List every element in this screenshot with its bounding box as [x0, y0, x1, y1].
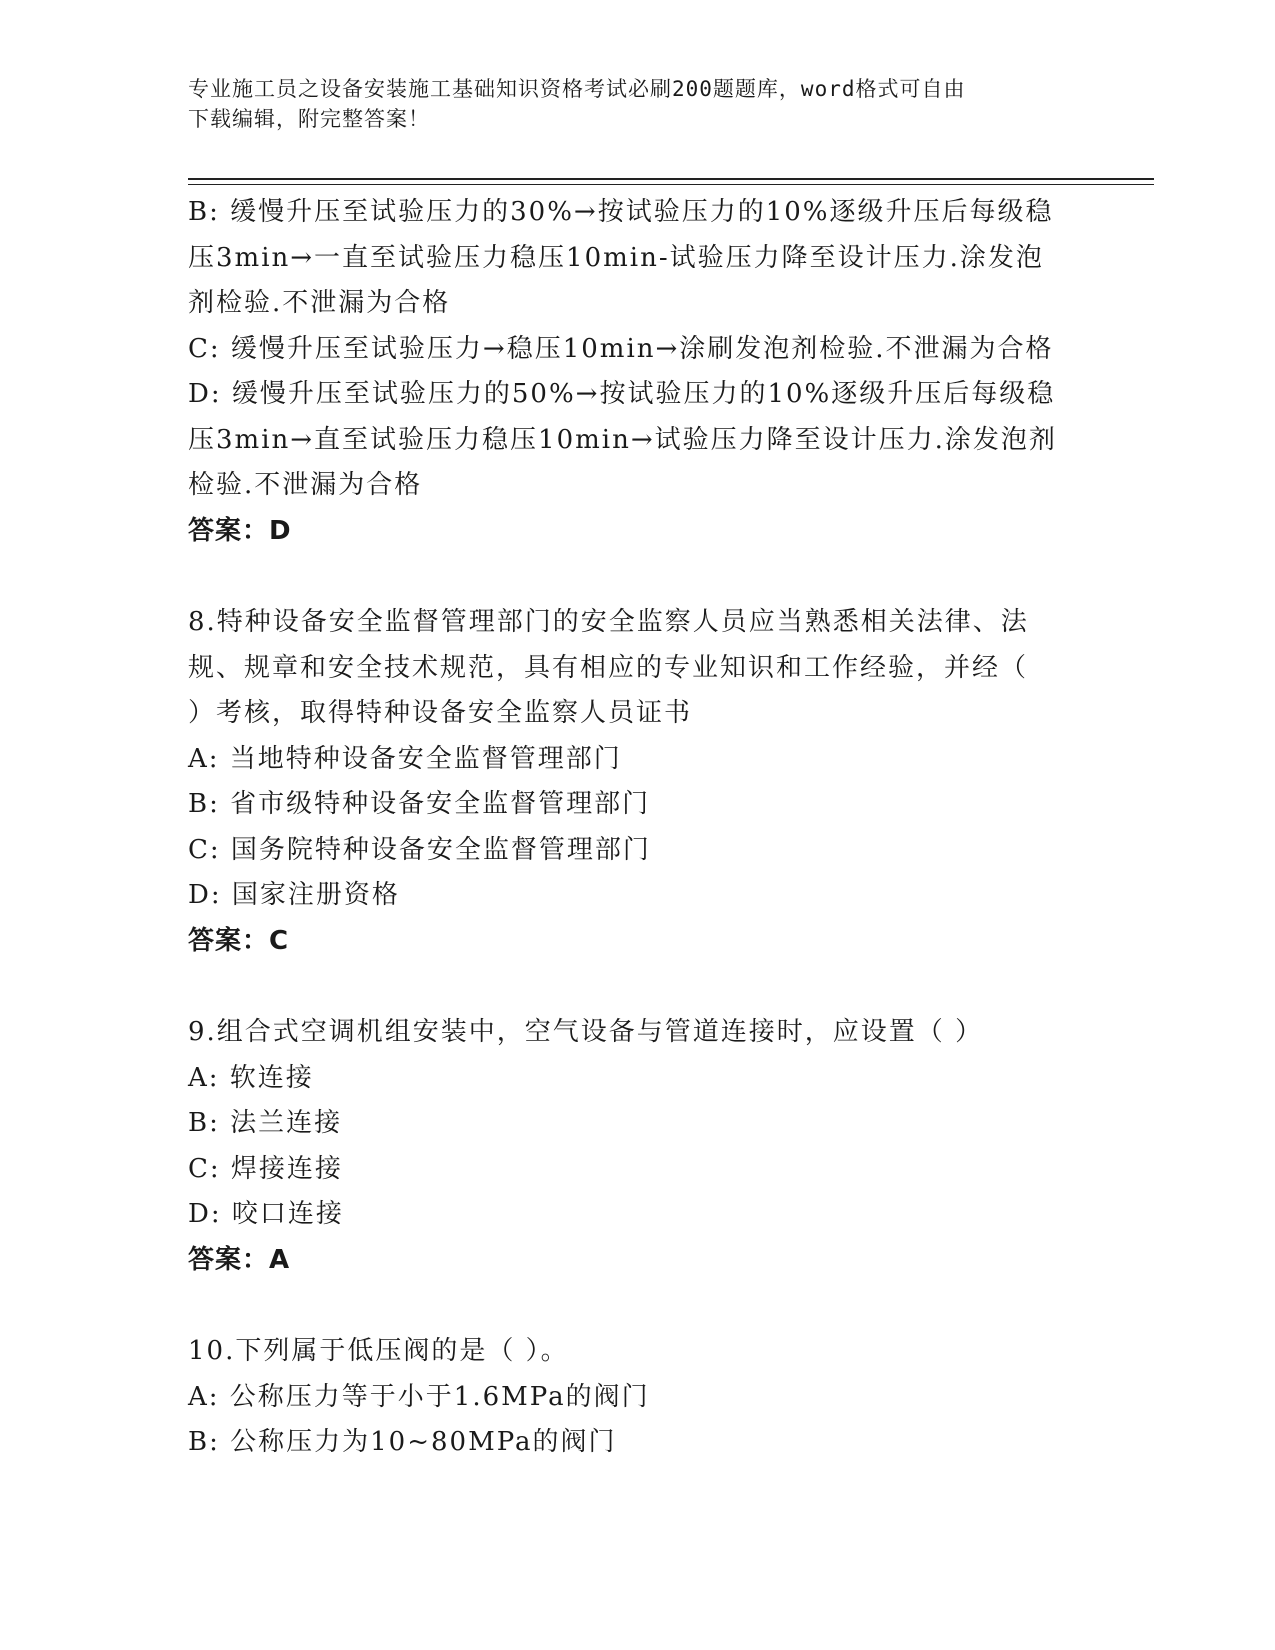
q8-stem-line-2: 规、规章和安全技术规范，具有相应的专业知识和工作经验，并经（ [188, 652, 1029, 683]
q9-option-d: D: 咬口连接 [188, 1199, 344, 1229]
q9-answer [188, 1238, 1088, 1284]
q9-option-a: A: 软连接 [188, 1062, 314, 1093]
q7-option-b-line-2: 压3min→一直至试验压力稳压10min-试验压力降至设计压力.涂发泡 [188, 242, 1044, 273]
q8-stem-line-3: ）考核，取得特种设备安全监察人员证书 [188, 698, 693, 728]
q8-answer [188, 919, 1088, 965]
q7-option-c: C: 缓慢升压至试验压力→稳压10min→涂刷发泡剂检验.不泄漏为合格 [188, 333, 1054, 364]
q8-option-b: B: 省市级特种设备安全监督管理部门 [188, 789, 651, 819]
spacer [188, 964, 1088, 1010]
answer-value: A [269, 1244, 291, 1275]
answer-value: C [269, 925, 290, 956]
question-8 [188, 600, 1088, 964]
header-line-1: 专业施工员之设备安装施工基础知识资格考试必刷200题题库，word格式可自由 [188, 77, 966, 101]
document-header [188, 74, 1068, 134]
q7-option-b-line-1: B: 缓慢升压至试验压力的30%→按试验压力的10%逐级升压后每级稳 [188, 197, 1054, 227]
q10-stem: 10.下列属于低压阀的是（ ）。 [188, 1336, 569, 1366]
q8-stem-line-1: 8.特种设备安全监督管理部门的安全监察人员应当熟悉相关法律、法 [188, 607, 1029, 637]
answer-label: 答案： [188, 925, 270, 956]
header-rule-thick [188, 178, 1154, 180]
q10-option-b: B: 公称压力为10~80MPa的阀门 [188, 1427, 617, 1457]
q7-option-d-line-3: 检验.不泄漏为合格 [188, 470, 423, 500]
q8-option-d: D: 国家注册资格 [188, 880, 400, 910]
q7-answer [188, 509, 1088, 555]
q7-option-b-line-3: 剂检验.不泄漏为合格 [188, 288, 451, 318]
question-10 [188, 1329, 1088, 1466]
q8-option-c: C: 国务院特种设备安全监督管理部门 [188, 834, 651, 865]
q9-option-b: B: 法兰连接 [188, 1108, 343, 1138]
q7-option-d-line-1: D: 缓慢升压至试验压力的50%→按试验压力的10%逐级升压后每级稳 [188, 379, 1056, 409]
q9-stem: 9.组合式空调机组安装中，空气设备与管道连接时，应设置（ ） [188, 1017, 984, 1047]
question-9 [188, 1010, 1088, 1283]
answer-label: 答案： [188, 1244, 270, 1275]
spacer [188, 554, 1088, 600]
answer-label: 答案： [188, 515, 270, 546]
q10-option-a: A: 公称压力等于小于1.6MPa的阀门 [188, 1381, 650, 1412]
header-rule-thin [188, 184, 1154, 185]
q9-option-c: C: 焊接连接 [188, 1153, 343, 1184]
spacer [188, 1283, 1088, 1329]
header-line-2: 下载编辑，附完整答案！ [188, 107, 430, 131]
q8-option-a: A: 当地特种设备安全监督管理部门 [188, 743, 622, 774]
answer-value: D [269, 515, 292, 546]
document-body [188, 190, 1088, 1466]
q7-option-d-line-2: 压3min→直至试验压力稳压10min→试验压力降至设计压力.涂发泡剂 [188, 424, 1057, 455]
question-7 [188, 190, 1088, 554]
